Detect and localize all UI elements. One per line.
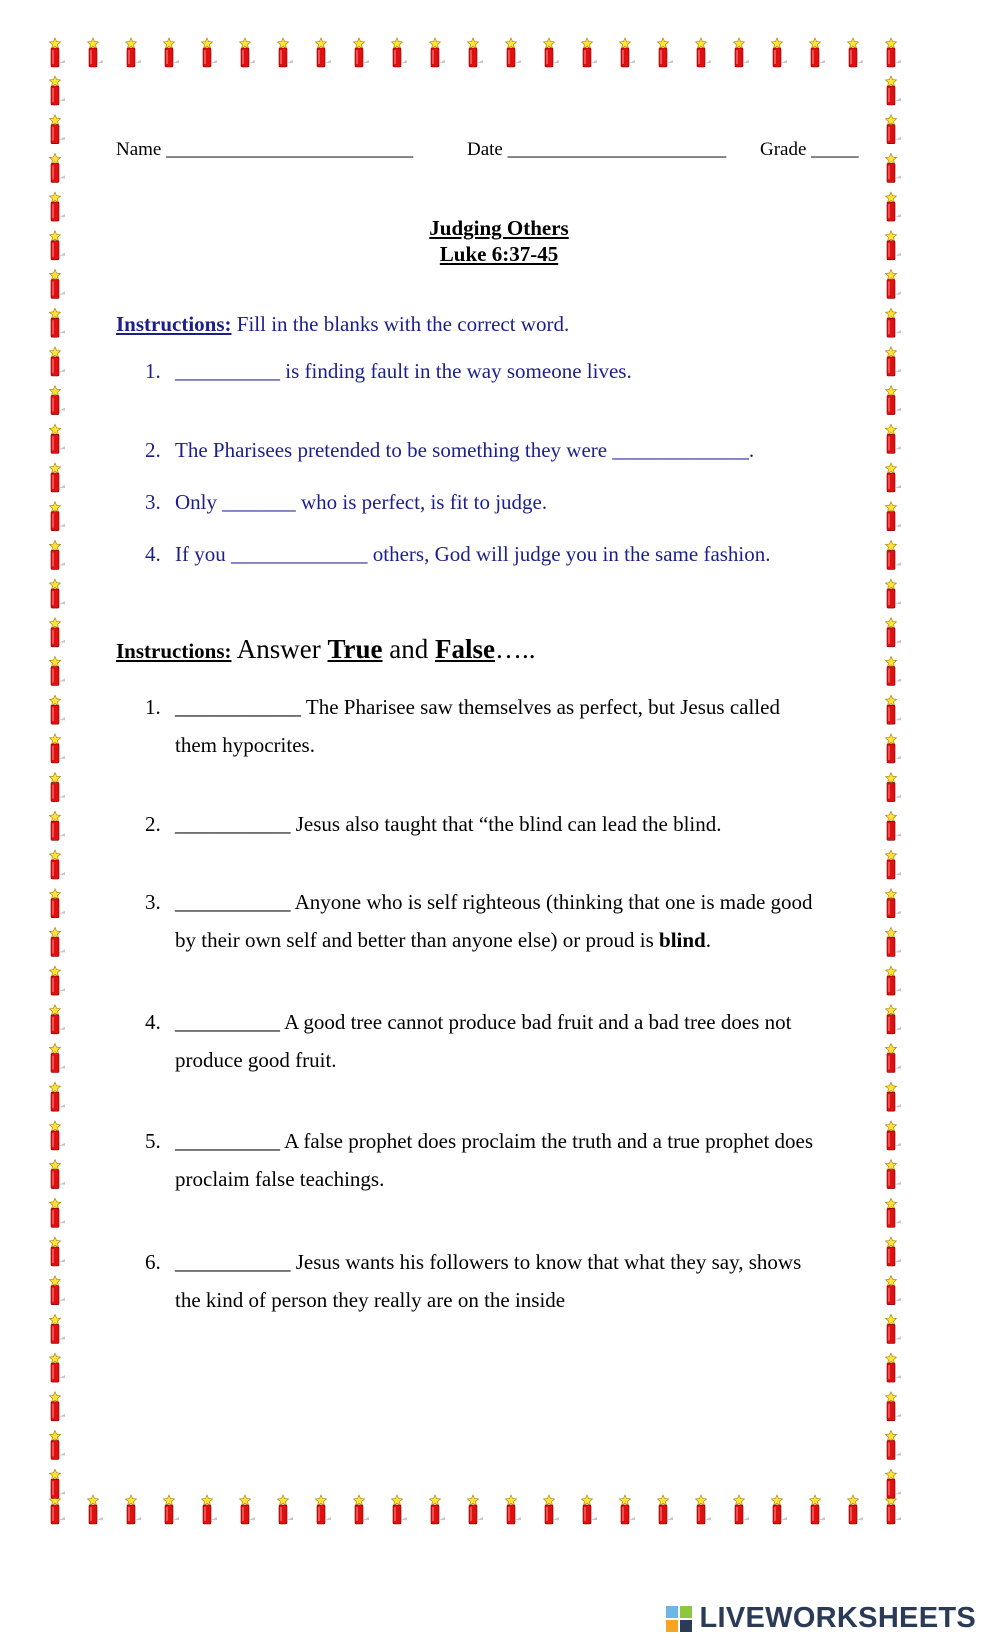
candle-icon [886, 1431, 902, 1460]
item-number: 3. [145, 890, 161, 914]
grade-blank[interactable]: _____ [811, 139, 859, 160]
answer-blank[interactable]: _______ [222, 490, 296, 514]
brand-text: LIVEWORKSHEETS [699, 1602, 976, 1634]
candle-icon [506, 1495, 522, 1524]
answer-blank[interactable]: ___________ [175, 1250, 291, 1274]
candle-icon [582, 38, 598, 67]
candle-icon [886, 1082, 902, 1111]
candle-icon [316, 38, 332, 67]
answer-blank[interactable]: __________ [175, 1010, 280, 1034]
candle-icon [50, 889, 66, 918]
candle-icon [886, 424, 902, 453]
candle-icon [50, 270, 66, 299]
item-number: 5. [145, 1129, 161, 1153]
candle-icon [886, 618, 902, 647]
candle-icon [886, 1198, 902, 1227]
item-text-end: . [705, 928, 711, 952]
candle-icon [886, 115, 902, 144]
item-text-before: The Pharisees pretended to be something they were [175, 438, 613, 462]
candle-icon [164, 38, 180, 67]
date-field-row [467, 139, 726, 161]
candle-icon [50, 1198, 66, 1227]
instructions-text: Fill in the blanks with the correct word. [231, 312, 570, 336]
candle-icon [50, 308, 66, 337]
liveworksheets-watermark [700, 1602, 977, 1635]
name-label: Name [116, 139, 162, 160]
candle-icon [696, 38, 712, 67]
candle-icon [50, 76, 66, 105]
candle-icon [658, 1495, 674, 1524]
grade-field-row [760, 139, 859, 161]
and-text: and [382, 634, 435, 664]
candle-icon [696, 1495, 712, 1524]
candle-icon [886, 1495, 902, 1524]
candle-icon [50, 153, 66, 182]
item-text: Anyone who is self righteous (thinking that one is made good [290, 890, 813, 914]
candle-icon [354, 38, 370, 67]
candle-icon [50, 1314, 66, 1343]
name-blank[interactable]: __________________________ [166, 139, 414, 160]
item-text-before: Only [175, 490, 223, 514]
candle-icon [50, 850, 66, 879]
candle-icon [848, 38, 864, 67]
answer-blank[interactable]: ____________ [175, 695, 301, 719]
date-blank[interactable]: _______________________ [507, 139, 727, 160]
candle-icon [50, 1353, 66, 1382]
candle-icon [810, 1495, 826, 1524]
bold-word: blind [659, 928, 706, 952]
item-text-continued: by their own self and better than anyone else) or proud is [175, 928, 660, 952]
candle-icon [202, 1495, 218, 1524]
candle-icon [886, 386, 902, 415]
item-text-continued: produce good fruit. [175, 1048, 337, 1072]
candle-icon [886, 734, 902, 763]
candle-icon [886, 540, 902, 569]
item-text: A good tree cannot produce bad fruit and a bad tree does not [280, 1010, 792, 1034]
candle-icon [50, 1121, 66, 1150]
item-text-continued: the kind of person they really are on the inside [175, 1288, 566, 1312]
candle-icon [886, 889, 902, 918]
candle-icon [620, 1495, 636, 1524]
candle-icon [50, 1276, 66, 1305]
candle-icon [50, 579, 66, 608]
candle-icon [886, 308, 902, 337]
candle-icon [392, 1495, 408, 1524]
grade-label: Grade [760, 139, 807, 160]
candle-icon [50, 386, 66, 415]
false-word: False [435, 634, 495, 664]
candle-icon [50, 463, 66, 492]
answer-blank[interactable]: ___________ [175, 812, 291, 836]
item-number: 6. [145, 1250, 161, 1274]
item-number: 3. [145, 490, 161, 514]
candle-icon [392, 38, 408, 67]
candle-icon [50, 1044, 66, 1073]
candle-icon [886, 657, 902, 686]
instructions-label: Instructions: [116, 312, 232, 336]
candle-icon [50, 927, 66, 956]
candle-icon [88, 38, 104, 67]
candle-icon [886, 153, 902, 182]
candle-icon [430, 38, 446, 67]
candle-icon [886, 270, 902, 299]
item-text-after: others, God will judge you in the same fashion. [367, 542, 771, 566]
candle-icon [50, 618, 66, 647]
candle-icon [886, 579, 902, 608]
candle-icon [620, 38, 636, 67]
candle-icon [468, 38, 484, 67]
candle-icon [202, 38, 218, 67]
candle-icon [50, 1431, 66, 1460]
candle-icon [50, 1392, 66, 1421]
candle-icon [50, 695, 66, 724]
fill-in-instructions [116, 312, 569, 337]
candle-icon [50, 966, 66, 995]
candle-icon [50, 734, 66, 763]
candle-icon [886, 773, 902, 802]
item-text-before: If you [175, 542, 231, 566]
candle-icon [886, 811, 902, 840]
candle-icon [810, 38, 826, 67]
candle-icon [50, 1495, 66, 1524]
name-field-row [116, 139, 413, 161]
item-text-continued: them hypocrites. [175, 733, 315, 757]
candle-icon [734, 1495, 750, 1524]
candle-icon [164, 1495, 180, 1524]
candle-icon [886, 1353, 902, 1382]
item-number: 4. [145, 542, 161, 566]
candle-icon [886, 1121, 902, 1150]
candle-icon [886, 1392, 902, 1421]
candle-icon [50, 424, 66, 453]
candle-icon [658, 38, 674, 67]
candle-icon [316, 1495, 332, 1524]
liveworksheets-logo-icon [666, 1606, 692, 1632]
candle-icon [50, 1082, 66, 1111]
item-number: 2. [145, 812, 161, 836]
candle-icon [886, 695, 902, 724]
candle-icon [50, 657, 66, 686]
item-text: The Pharisee saw themselves as perfect, but Jesus called [301, 695, 780, 719]
candle-icon [886, 76, 902, 105]
candle-icon [354, 1495, 370, 1524]
answer-blank[interactable]: ___________ [175, 890, 291, 914]
candle-icon [50, 540, 66, 569]
candle-icon [886, 38, 902, 67]
candle-icon [772, 1495, 788, 1524]
answer-blank[interactable]: __________ [175, 359, 280, 383]
candle-icon [126, 38, 142, 67]
item-text-after: . [748, 438, 755, 462]
candle-icon [886, 502, 902, 531]
item-text-after: is finding fault in the way someone lives. [280, 359, 632, 383]
answer-blank[interactable]: _____________ [231, 542, 368, 566]
answer-text: Answer [231, 634, 328, 664]
candle-icon [50, 1469, 66, 1498]
candle-icon [886, 1314, 902, 1343]
candle-icon [126, 1495, 142, 1524]
item-number: 1. [145, 359, 161, 383]
item-text-continued: proclaim false teachings. [175, 1167, 385, 1191]
item-number: 4. [145, 1010, 161, 1034]
candle-icon [886, 1469, 902, 1498]
candle-icon [734, 38, 750, 67]
candle-icon [50, 811, 66, 840]
candle-icon [886, 1237, 902, 1266]
item-number: 2. [145, 438, 161, 462]
candle-icon [50, 1237, 66, 1266]
candle-icon [240, 1495, 256, 1524]
date-label: Date [467, 139, 503, 160]
candle-icon [544, 1495, 560, 1524]
true-false-instructions [116, 634, 536, 665]
scripture-reference: Luke 6:37-45 [439, 242, 559, 266]
answer-blank[interactable]: _____________ [612, 438, 749, 462]
ellipsis: ….. [495, 634, 536, 664]
item-text-after: who is perfect, is fit to judge. [295, 490, 548, 514]
candle-icon [278, 1495, 294, 1524]
candle-icon [50, 347, 66, 376]
worksheet-title: Judging Others [429, 216, 569, 240]
item-number: 1. [145, 695, 161, 719]
candle-icon [886, 347, 902, 376]
candle-icon [772, 38, 788, 67]
candle-icon [544, 38, 560, 67]
candle-icon [88, 1495, 104, 1524]
candle-icon [50, 1160, 66, 1189]
candle-icon [50, 115, 66, 144]
candle-icon [430, 1495, 446, 1524]
candle-icon [886, 966, 902, 995]
candle-icon [50, 38, 66, 67]
item-text: Jesus also taught that “the blind can lead the blind. [290, 812, 722, 836]
instructions-label: Instructions: [116, 639, 232, 663]
candle-icon [50, 502, 66, 531]
item-text: A false prophet does proclaim the truth and a true prophet does [280, 1129, 814, 1153]
candle-icon [886, 850, 902, 879]
candle-icon [50, 773, 66, 802]
candle-icon [886, 1005, 902, 1034]
candle-icon [506, 38, 522, 67]
candle-icon [278, 38, 294, 67]
candle-icon [50, 1005, 66, 1034]
candle-icon [886, 1160, 902, 1189]
true-word: True [327, 634, 383, 664]
candle-icon [468, 1495, 484, 1524]
answer-blank[interactable]: __________ [175, 1129, 280, 1153]
candle-icon [582, 1495, 598, 1524]
candle-icon [886, 927, 902, 956]
candle-icon [886, 1276, 902, 1305]
candle-icon [886, 1044, 902, 1073]
candle-icon [240, 38, 256, 67]
candle-icon [886, 463, 902, 492]
item-text: Jesus wants his followers to know that what they say, shows [290, 1250, 802, 1274]
candle-icon [848, 1495, 864, 1524]
